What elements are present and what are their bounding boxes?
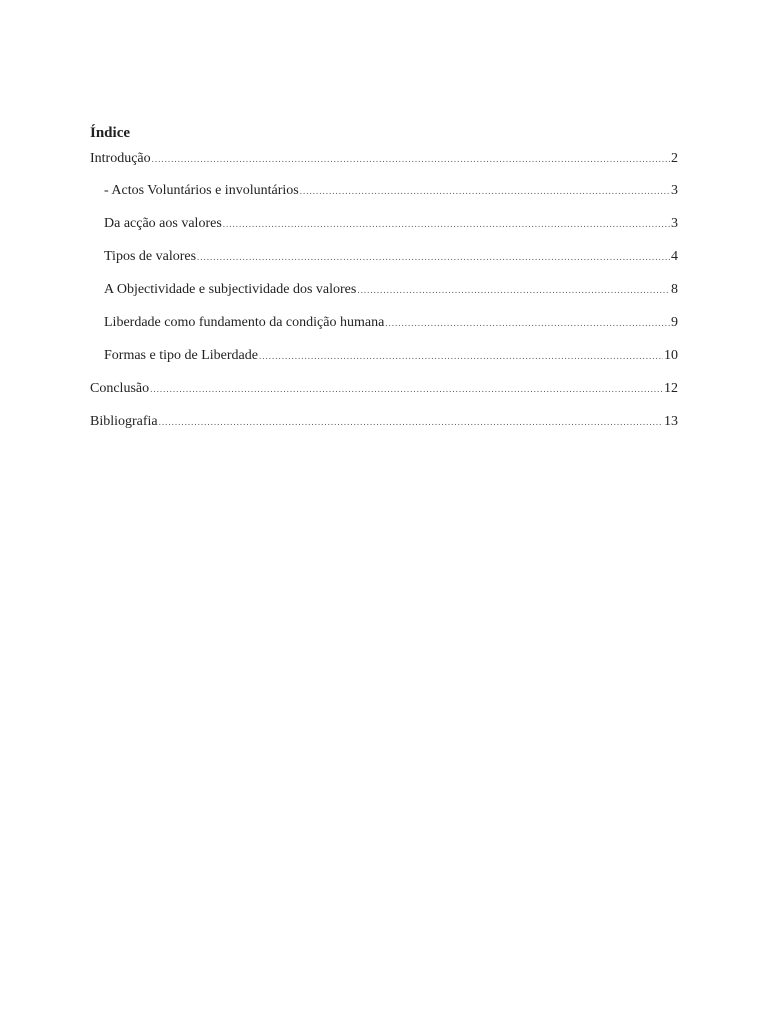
toc-entry-page: 13 [664, 414, 678, 429]
toc-entry-tipos-de-valores[interactable] [90, 240, 678, 273]
toc-entry-page: 9 [671, 315, 678, 330]
toc-entry-page: 4 [671, 249, 678, 264]
toc-entry-page: 12 [664, 381, 678, 396]
toc-entry-label: Conclusão [90, 381, 150, 396]
toc-entry-page: 3 [671, 183, 678, 198]
toc-entry-formas-liberdade[interactable] [90, 339, 678, 372]
toc-entry-label: Da acção aos valores [104, 216, 222, 231]
toc-entry-page: 10 [664, 348, 678, 363]
toc-entry-label: Bibliografia [90, 414, 158, 429]
toc-entry-da-accao-aos-valores[interactable] [90, 207, 678, 240]
toc-entry-label: Tipos de valores [104, 249, 197, 264]
toc-entry-label: Liberdade como fundamento da condição humana [104, 315, 385, 330]
toc-entry-label: - Actos Voluntários e involuntários [104, 183, 299, 198]
toc-entry-objectividade[interactable] [90, 273, 678, 306]
dot-leader [357, 274, 670, 307]
toc-entry-introducao[interactable] [90, 144, 678, 174]
dot-leader [259, 340, 663, 373]
dot-leader [159, 406, 663, 439]
toc-entry-page: 3 [671, 216, 678, 231]
toc-entry-label: Introdução [90, 151, 151, 166]
toc-title: Índice [90, 125, 131, 141]
toc-entry-label: Formas e tipo de Liberdade [104, 348, 258, 363]
dot-leader [197, 241, 670, 274]
table-of-contents [90, 122, 678, 438]
dot-leader [385, 307, 670, 340]
dot-leader [150, 373, 663, 406]
toc-entry-actos-voluntarios[interactable] [90, 174, 678, 207]
dot-leader [300, 175, 670, 208]
toc-list [90, 144, 678, 438]
toc-entry-page: 8 [671, 282, 678, 297]
dot-leader [152, 144, 670, 174]
toc-entry-label: A Objectividade e subjectividade dos valores [104, 282, 357, 297]
toc-entry-page: 2 [671, 151, 678, 166]
toc-entry-conclusao[interactable] [90, 372, 678, 405]
toc-entry-bibliografia[interactable] [90, 405, 678, 438]
toc-entry-liberdade-fundamento[interactable] [90, 306, 678, 339]
dot-leader [223, 208, 670, 241]
